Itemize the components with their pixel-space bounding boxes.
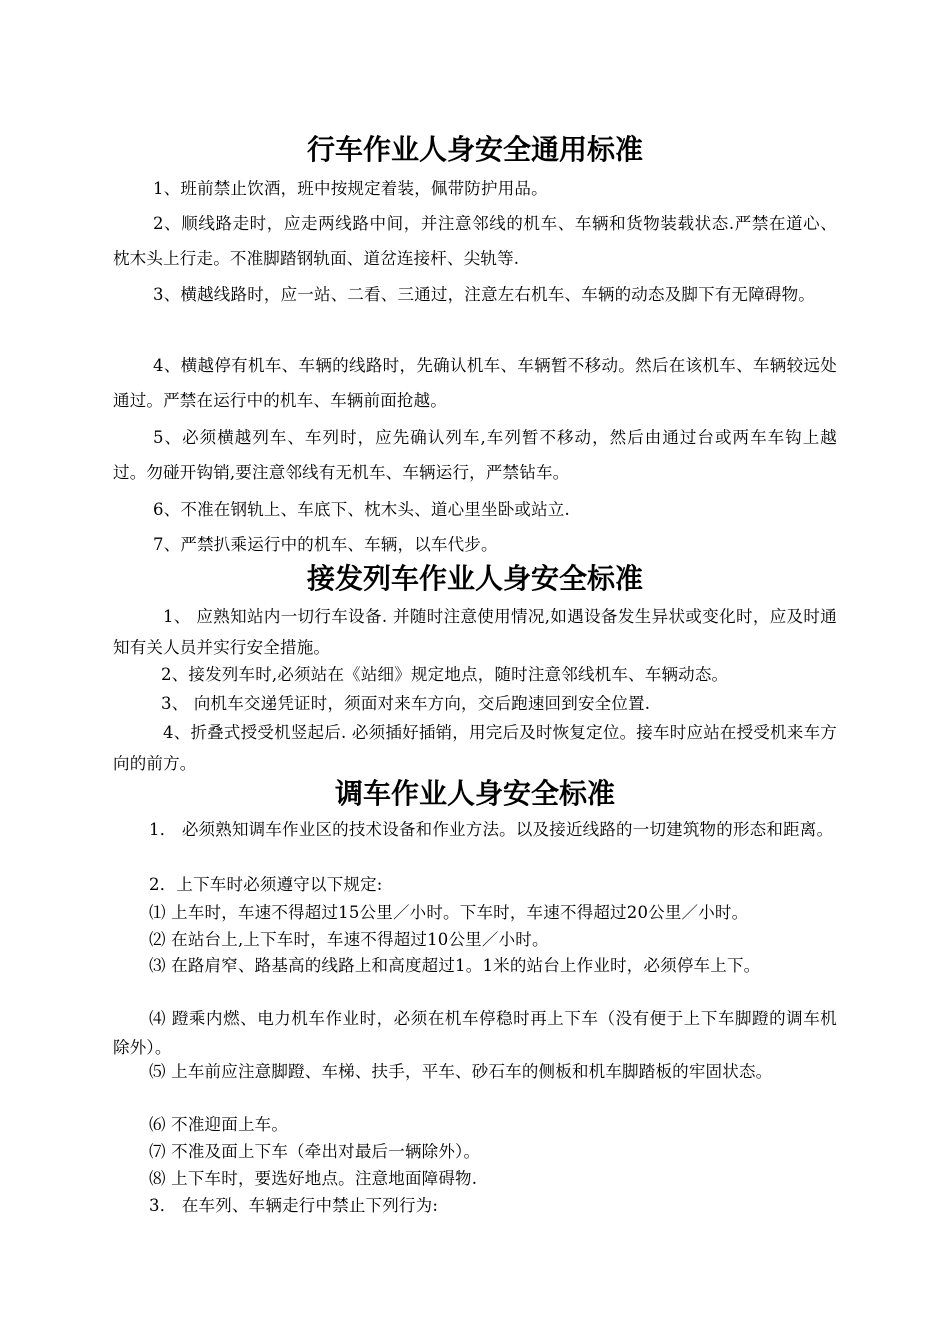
section-title-general-safety: 行车作业人身安全通用标准 xyxy=(306,133,643,166)
general-item-7: 7、严禁扒乘运行中的机车、车辆，以车代步。 xyxy=(153,535,498,554)
general-item-5: 5、必须横越列车、车列时，应先确认列车,车列暂不移动，然后由通过台或两车车钩上越过。勿碰开钩销,要注意邻线有无机车、车辆运行，严禁钻车。 xyxy=(113,428,837,482)
shunting-item-3: 3． 在车列、车辆走行中禁止下列行为: xyxy=(149,1196,439,1215)
section-title-train-reception: 接发列车作业人身安全标准 xyxy=(306,562,643,595)
shunting-rule-6: ⑹ 不准迎面上车。 xyxy=(149,1115,289,1134)
general-item-2: 2、顺线路走时，应走两线路中间，并注意邻线的机车、车辆和货物装载状态.严禁在道心、枕木头上行走。不准脚踏钢轨面、道岔连接杆、尖轨等. xyxy=(113,214,837,268)
shunting-rule-4: ⑷ 蹬乘内燃、电力机车作业时，必须在机车停稳时再上下车（没有便于上下车脚蹬的调车机除外）。 xyxy=(113,1009,837,1057)
reception-item-1: 1、 应熟知站内一切行车设备. 并随时注意使用情况,如遇设备发生异状或变化时，应及时通知有关人员并实行安全措施。 xyxy=(113,607,837,657)
shunting-rule-2: ⑵ 在站台上,上下车时，车速不得超过10公里／小时。 xyxy=(149,930,549,949)
reception-item-3: 3、 向机车交递凭证时，须面对来车方向，交后跑速回到安全位置. xyxy=(161,694,651,713)
reception-item-4: 4、折叠式授受机竖起后. 必须插好插销，用完后及时恢复定位。接车时应站在授受机来车方向的前方。 xyxy=(113,723,837,773)
general-item-6: 6、不准在钢轨上、车底下、枕木头、道心里坐卧或站立. xyxy=(153,500,570,519)
shunting-rule-1: ⑴ 上车时，车速不得超过15公里／小时。下车时，车速不得超过20公里／小时。 xyxy=(149,903,749,922)
section-title-shunting: 调车作业人身安全标准 xyxy=(334,777,615,810)
reception-item-2: 2、接发列车时,必须站在《站细》规定地点，随时注意邻线机车、车辆动态。 xyxy=(161,665,729,684)
shunting-item-1: 1． 必须熟知调车作业区的技术设备和作业方法。以及接近线路的一切建筑物的形态和距离。 xyxy=(149,820,834,839)
general-item-1: 1、班前禁止饮酒，班中按规定着装，佩带防护用品。 xyxy=(153,179,548,198)
shunting-rule-7: ⑺ 不准及面上下车（牵出对最后一辆除外）。 xyxy=(149,1142,481,1161)
general-item-3: 3、横越线路时，应一站、二看、三通过，注意左右机车、车辆的动态及脚下有无障碍物。 xyxy=(153,285,815,304)
shunting-item-2: 2．上下车时必须遵守以下规定: xyxy=(149,875,383,894)
shunting-rule-3: ⑶ 在路肩窄、路基高的线路上和高度超过1。1米的站台上作业时，必须停车上下。 xyxy=(149,956,761,975)
shunting-rule-8: ⑻ 上下车时，要选好地点。注意地面障碍物. xyxy=(149,1169,478,1188)
shunting-rule-5: ⑸ 上车前应注意脚蹬、车梯、扶手，平车、砂石车的侧板和机车脚踏板的牢固状态。 xyxy=(149,1062,773,1081)
general-item-4: 4、横越停有机车、车辆的线路时，先确认机车、车辆暂不移动。然后在该机车、车辆较远处通过。严禁在运行中的机车、车辆前面抢越。 xyxy=(113,356,837,410)
